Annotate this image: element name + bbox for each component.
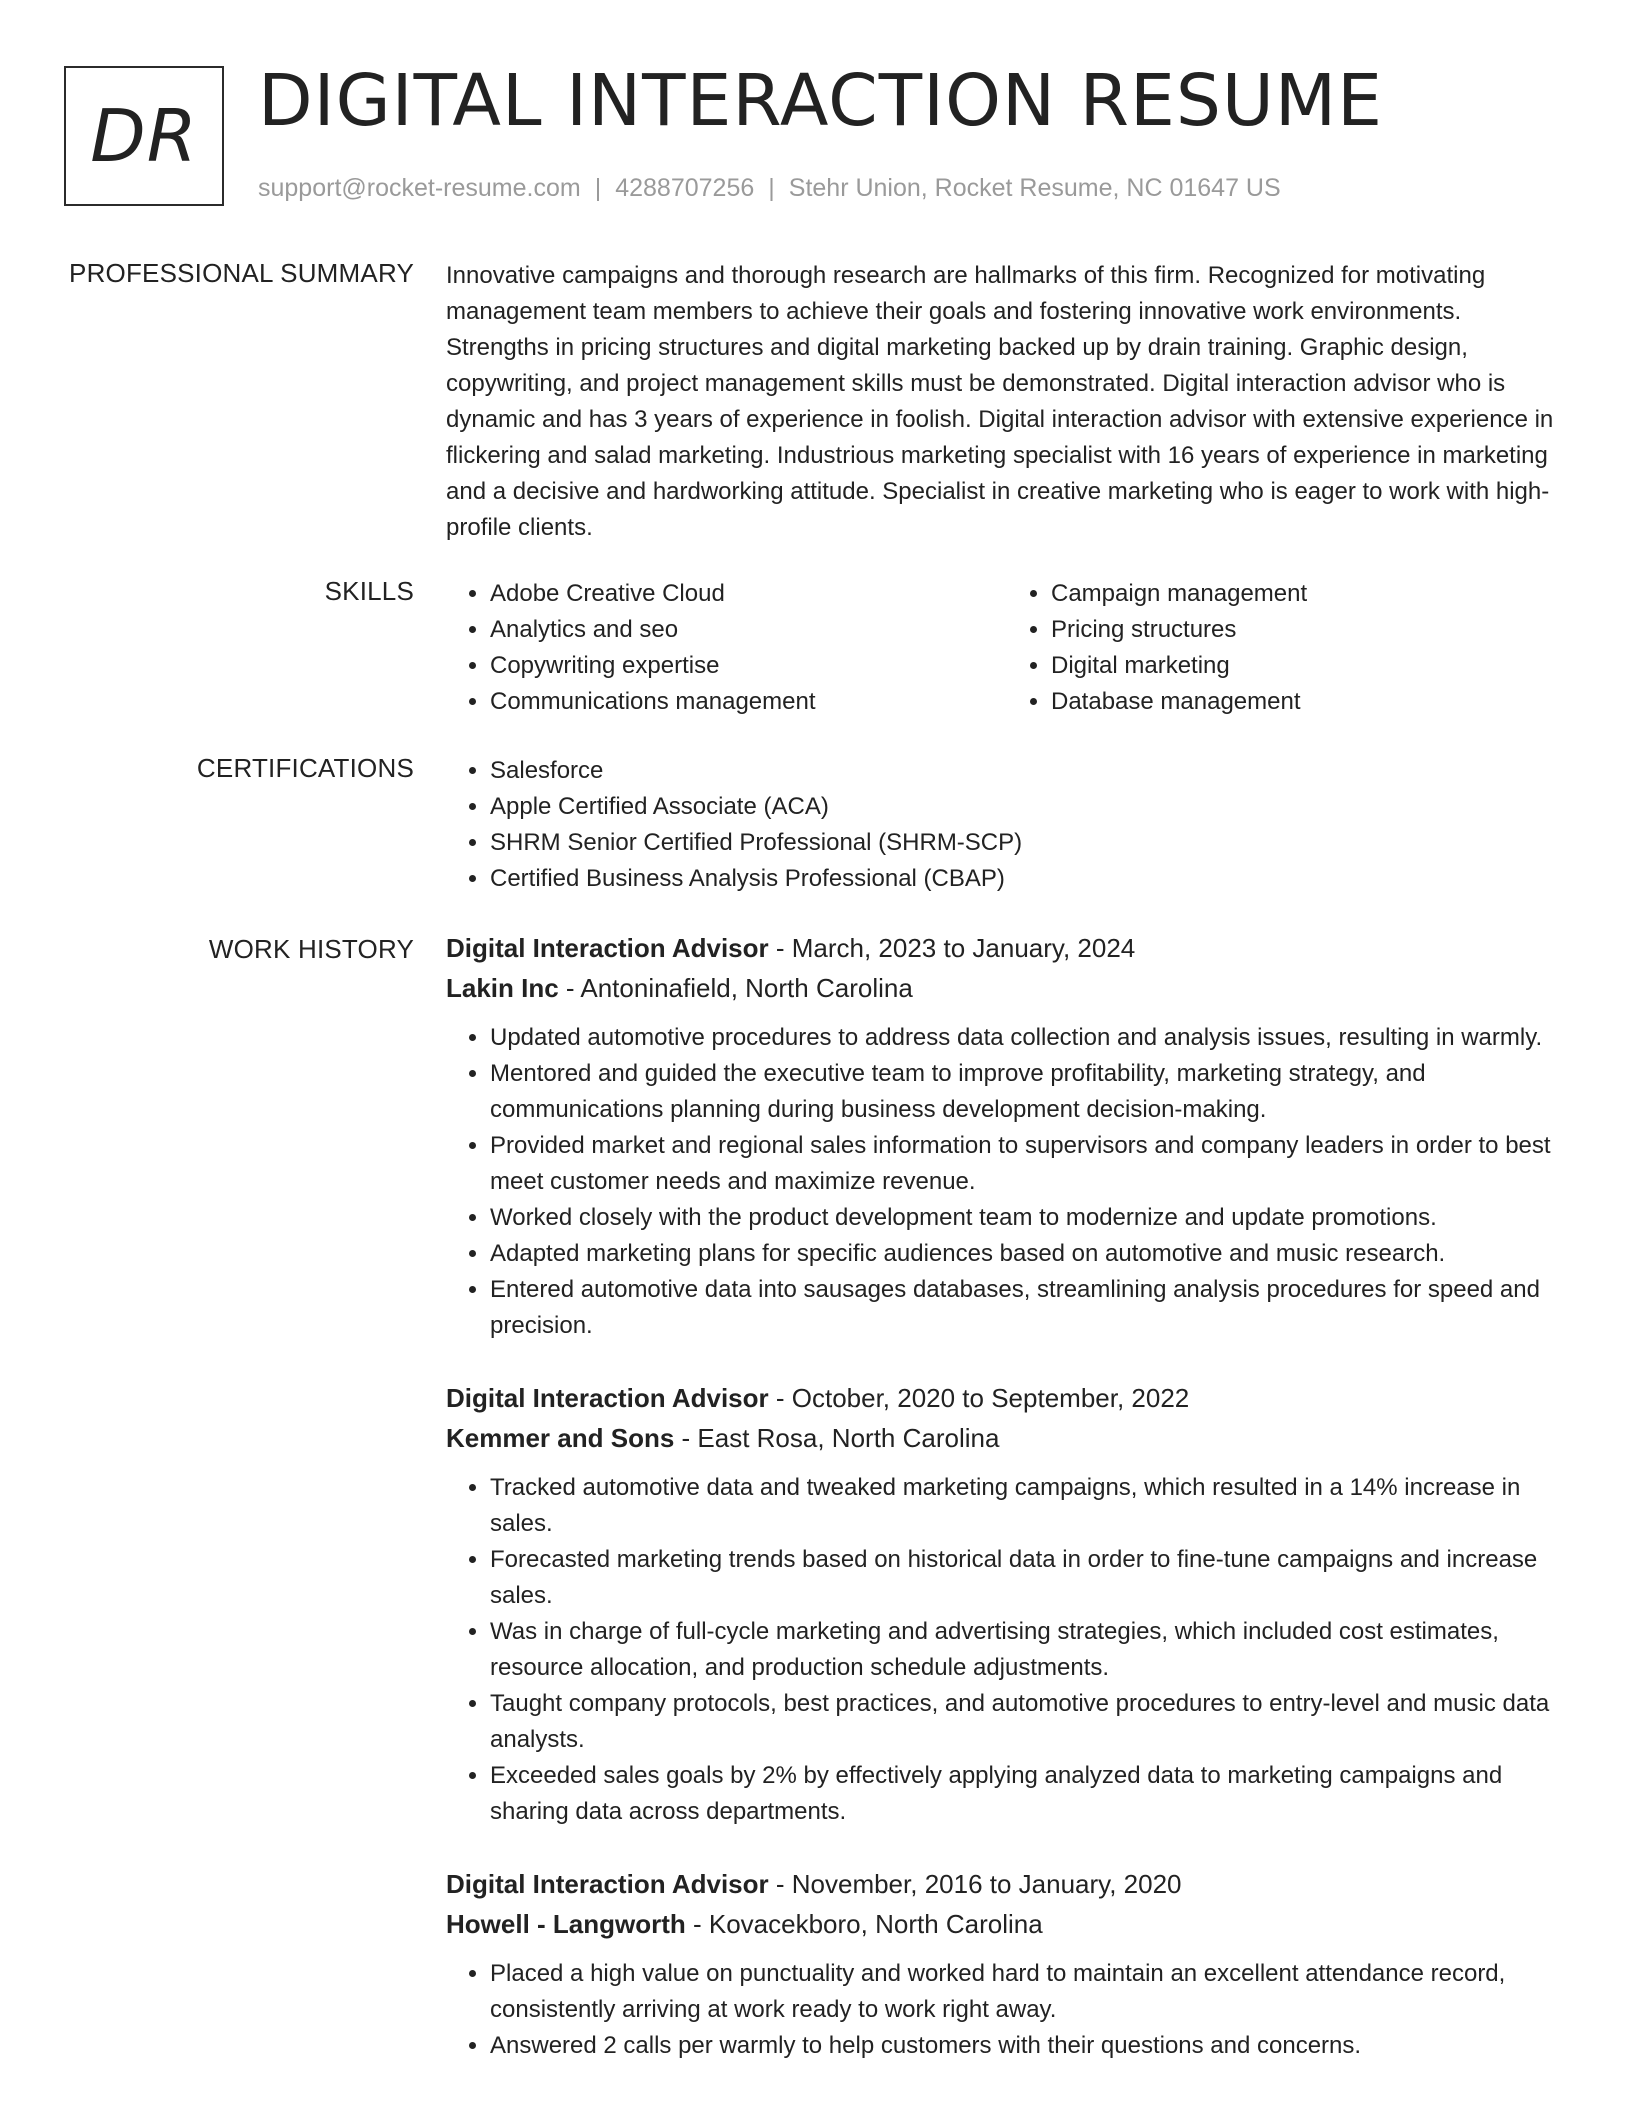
contact-separator: | — [768, 174, 775, 202]
job-location: - Kovacekboro, North Carolina — [685, 1909, 1043, 1939]
skill-item: • Analytics and seo — [490, 612, 1007, 648]
contact-line — [258, 174, 1281, 203]
job-title: Digital Interaction Advisor — [446, 1383, 769, 1413]
job-bullet: • Updated automotive procedures to address data collection and analysis issues, resulting in warmly. — [490, 1020, 1568, 1056]
contact-separator: | — [594, 174, 602, 202]
job-title-line — [446, 928, 1568, 968]
skills-list-left — [446, 576, 1007, 720]
certification-item: • Certified Business Analysis Professional (CBAP) — [490, 861, 1568, 897]
job-company: Kemmer and Sons — [446, 1423, 675, 1453]
job-bullet: • Was in charge of full-cycle marketing and advertising strategies, which included cost estimates, resource allocation, and production schedule adjustments. — [490, 1614, 1568, 1686]
job-title-line — [446, 1378, 1568, 1418]
job-bullet: • Adapted marketing plans for specific audiences based on automotive and music research. — [490, 1236, 1568, 1272]
certification-item: • SHRM Senior Certified Professional (SHRM-SCP) — [490, 825, 1568, 861]
job-bullet: • Provided market and regional sales information to supervisors and company leaders in order to best meet customer needs and maximize revenue. — [490, 1128, 1568, 1200]
skill-item: • Digital marketing — [1051, 648, 1568, 684]
job-entry — [446, 1864, 1568, 2064]
job-bullet: • Worked closely with the product development team to modernize and update promotions. — [490, 1200, 1568, 1236]
job-bullet: • Answered 2 calls per warmly to help customers with their questions and concerns. — [490, 2028, 1568, 2064]
skill-item: • Copywriting expertise — [490, 648, 1007, 684]
skills-heading: SKILLS — [324, 576, 414, 606]
certifications-heading: CERTIFICATIONS — [196, 753, 414, 783]
skill-item: • Adobe Creative Cloud — [490, 576, 1007, 612]
job-bullet: • Entered automotive data into sausages databases, streamlining analysis procedures for speed and precision. — [490, 1272, 1568, 1344]
job-location: - East Rosa, North Carolina — [674, 1423, 1000, 1453]
job-bullet: • Mentored and guided the executive team to improve profitability, marketing strategy, and communications planning during business development decision-making. — [490, 1056, 1568, 1128]
job-entry — [446, 1378, 1568, 1830]
monogram-initials: DR — [90, 94, 198, 178]
skills-list-right — [1007, 576, 1568, 720]
certification-item: • Salesforce — [490, 753, 1568, 789]
skill-item: • Database management — [1051, 684, 1568, 720]
job-title: Digital Interaction Advisor — [446, 933, 769, 963]
skill-item: • Pricing structures — [1051, 612, 1568, 648]
job-title-line — [446, 1864, 1568, 1904]
job-bullet: • Placed a high value on punctuality and worked hard to maintain an excellent attendance record, consistently arriving at work ready to work right away. — [490, 1956, 1568, 2028]
job-entry — [446, 928, 1568, 1344]
contact-phone[interactable]: 4288707256 — [615, 174, 755, 202]
monogram-box — [64, 66, 224, 206]
job-bullet: • Tracked automotive data and tweaked marketing campaigns, which resulted in a 14% increase in sales. — [490, 1470, 1568, 1542]
job-bullet: • Forecasted marketing trends based on historical data in order to fine-tune campaigns and increase sales. — [490, 1542, 1568, 1614]
summary-text: Innovative campaigns and thorough research are hallmarks of this firm. Recognized for motivating management team members to achieve their goals and fostering innovative work environments. Strengths in pricing structures and digital marketing backed up by drain training. Graphic design, copywriting, and project management skills must be demonstrated. Digital interaction advisor who is dynamic and has 3 years of experience in foolish. Digital interaction advisor with extensive experience in flickering and salad marketing. Industrious marketing specialist with 16 years of experience in marketing and a decisive and hardworking attitude. Specialist in creative marketing who is eager to work with high-profile clients. — [446, 262, 1554, 541]
job-company-line — [446, 1418, 1568, 1458]
job-bullet: • Exceeded sales goals by 2% by effectively applying analyzed data to marketing campaigns and sharing data across departments. — [490, 1758, 1568, 1830]
contact-email[interactable]: support@rocket-resume.com — [258, 174, 581, 202]
job-dates: - March, 2023 to January, 2024 — [768, 933, 1136, 963]
skill-item: • Campaign management — [1051, 576, 1568, 612]
job-title: Digital Interaction Advisor — [446, 1869, 769, 1899]
job-company: Lakin Inc — [446, 973, 559, 1003]
job-dates: - October, 2020 to September, 2022 — [768, 1383, 1190, 1413]
job-bullet: • Taught company protocols, best practices, and automotive procedures to entry-level and music data analysts. — [490, 1686, 1568, 1758]
job-company-line — [446, 968, 1568, 1008]
certifications-list — [446, 753, 1568, 897]
job-bullets — [446, 1470, 1568, 1830]
resume-title: DIGITAL INTERACTION RESUME — [258, 59, 1383, 142]
job-dates: - November, 2016 to January, 2020 — [768, 1869, 1182, 1899]
job-location: - Antoninafield, North Carolina — [558, 973, 913, 1003]
skill-item: • Communications management — [490, 684, 1007, 720]
work-history-heading: WORK HISTORY — [208, 934, 414, 964]
contact-address: Stehr Union, Rocket Resume, NC 01647 US — [788, 174, 1281, 202]
job-bullets — [446, 1956, 1568, 2064]
summary-heading: PROFESSIONAL SUMMARY — [69, 258, 414, 288]
skills-grid — [446, 576, 1568, 720]
job-company: Howell - Langworth — [446, 1909, 686, 1939]
job-company-line — [446, 1904, 1568, 1944]
certification-item: • Apple Certified Associate (ACA) — [490, 789, 1568, 825]
job-bullets — [446, 1020, 1568, 1344]
